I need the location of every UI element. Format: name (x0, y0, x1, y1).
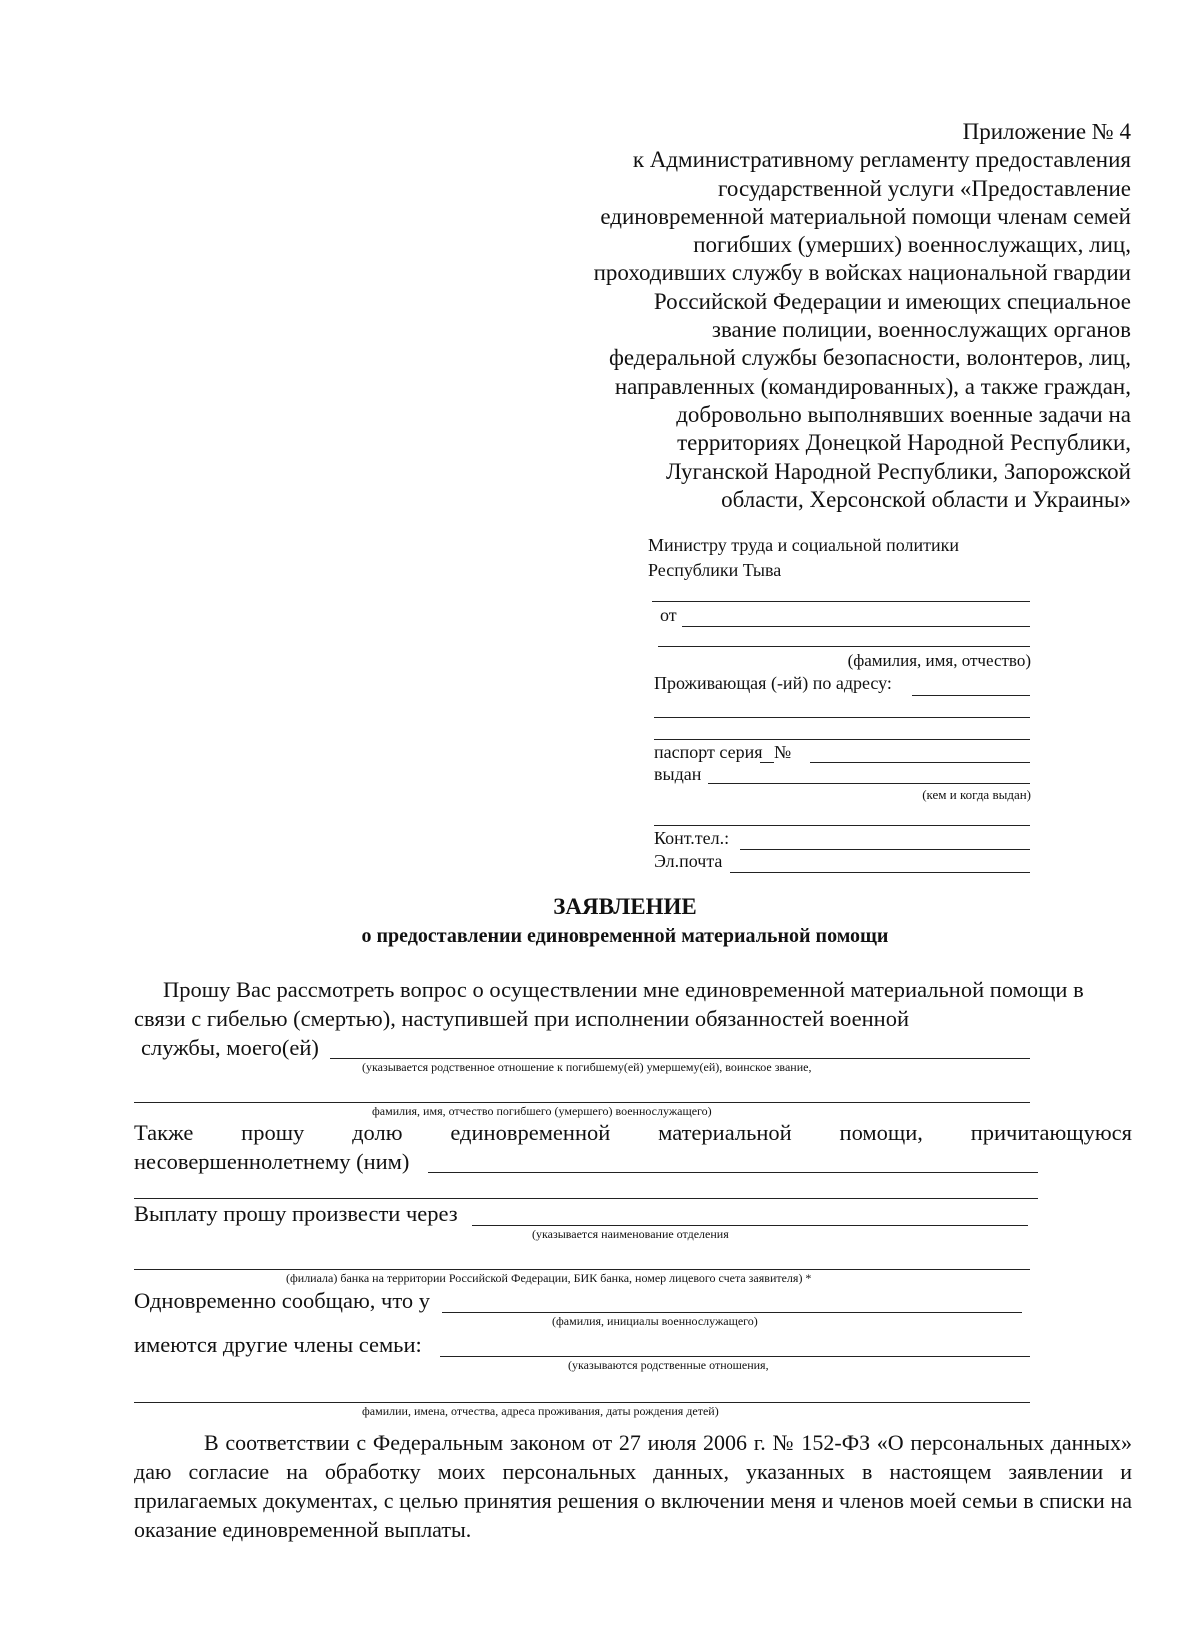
request-line-3: службы, моего(ей) (141, 1035, 319, 1060)
payment-label: Выплату прошу произвести через (134, 1201, 458, 1226)
appendix-line: территориях Донецкой Народной Республики, (677, 430, 1131, 456)
request-line-2: связи с гибелью (смертью), наступившей при исполнении обязанностей военной (134, 1006, 910, 1031)
family-field[interactable] (440, 1356, 1030, 1357)
also-word: единовременной (450, 1120, 611, 1145)
also-word: прошу (241, 1120, 305, 1145)
passport-series-label: паспорт серия (654, 742, 763, 762)
appendix-line: к Административному регламенту предоставления (632, 147, 1131, 173)
document-title: ЗАЯВЛЕНИЕ (553, 894, 697, 919)
relation-field[interactable] (330, 1058, 1030, 1059)
appendix-line: направленных (командированных), а также граждан, (614, 373, 1131, 399)
also-word: материальной (658, 1120, 792, 1145)
phone-field[interactable] (740, 849, 1030, 850)
passport-number-label: № (774, 742, 792, 762)
passport-series-field[interactable] (760, 762, 774, 763)
appendix-line: звание полиции, военнослужащих органов (711, 317, 1131, 343)
address-field[interactable] (912, 695, 1030, 696)
blank-line[interactable] (652, 601, 1030, 602)
address-field-line-2[interactable] (654, 717, 1030, 718)
relations-caption: (указываются родственные отношения, (568, 1358, 769, 1372)
payment-field[interactable] (472, 1225, 1028, 1226)
issued-caption: (кем и когда выдан) (922, 787, 1031, 802)
appendix-line: Приложение № 4 (962, 119, 1131, 144)
serviceman-caption: (фамилия, инициалы военнослужащего) (552, 1314, 758, 1328)
from-field-continued[interactable] (658, 646, 1030, 647)
email-label: Эл.почта (654, 851, 723, 871)
minor-label: несовершеннолетнему (ним) (134, 1149, 410, 1174)
deceased-fio-caption: фамилия, имя, отчество погибшего (умершего) военнослужащего) (372, 1104, 712, 1118)
phone-label: Конт.тел.: (654, 828, 730, 848)
appendix-header (594, 118, 1131, 514)
appendix-line: добровольно выполнявших военные задачи на (676, 401, 1131, 427)
appendix-line: области, Херсонской области и Украины» (721, 486, 1131, 512)
appendix-line: погибших (умерших) военнослужащих, лиц, (693, 232, 1131, 258)
appendix-line: проходивших службу в войсках национальной гвардии (593, 260, 1131, 286)
consent-paragraph (134, 1428, 1132, 1544)
issued-field[interactable] (708, 783, 1030, 784)
family-label: имеются другие члены семьи: (134, 1332, 422, 1357)
address-field-line-3[interactable] (654, 739, 1030, 740)
from-label: от (660, 605, 677, 625)
also-word: Также (134, 1120, 194, 1145)
fio-caption: (фамилия, имя, отчество) (847, 651, 1031, 670)
appendix-line: Российской Федерации и имеющих специальное (653, 288, 1131, 314)
issued-label: выдан (654, 764, 702, 784)
minor-field-line-2[interactable] (134, 1198, 1038, 1199)
also-request-line (134, 1120, 1132, 1146)
appendix-line: государственной услуги «Предоставление (718, 175, 1131, 201)
family-details-field[interactable] (134, 1402, 1030, 1403)
branch-caption: (указывается наименование отделения (532, 1227, 729, 1241)
relation-caption: (указывается родственное отношение к погибшему(ей) умершему(ей), воинское звание, (362, 1060, 812, 1074)
appendix-line: федеральной службы безопасности, волонтеров, лиц, (608, 345, 1131, 371)
document-subtitle: о предоставлении единовременной материальной помощи (361, 925, 889, 947)
appendix-line: единовременной материальной помощи членам семей (600, 203, 1131, 229)
also-word: причитающуюся (970, 1120, 1132, 1145)
family-details-caption: фамилии, имена, отчества, адреса проживания, даты рождения детей) (362, 1404, 719, 1418)
addressee-line-1: Министру труда и социальной политики (648, 535, 959, 555)
bank-caption: (филиала) банка на территории Российской Федерации, БИК банка, номер лицевого счета заявителя) * (286, 1271, 812, 1285)
deceased-fio-field[interactable] (134, 1102, 1030, 1103)
inform-label: Одновременно сообщаю, что у (134, 1288, 431, 1313)
email-field[interactable] (730, 872, 1030, 873)
also-word: долю (352, 1120, 403, 1145)
addressee-line-2: Республики Тыва (648, 560, 782, 580)
bank-details-field[interactable] (134, 1269, 1030, 1270)
minor-field[interactable] (428, 1172, 1038, 1173)
also-word: помощи, (839, 1120, 923, 1145)
address-label: Проживающая (-ий) по адресу: (654, 673, 892, 693)
appendix-line: Луганской Народной Республики, Запорожской (665, 458, 1131, 484)
passport-number-field[interactable] (810, 762, 1030, 763)
request-line-1: Прошу Вас рассмотреть вопрос о осуществлении мне единовременной материальной помощи в (163, 977, 1084, 1002)
issued-field-line-2[interactable] (654, 825, 1030, 826)
consent-text: В соответствии с Федеральным законом от 27 июля 2006 г. № 152-ФЗ «О персональных данных» даю согласие на обработку моих персональных данных, указанных в настоящем заявлении и прилагаемых документах, с целью принятия решения о включении меня и членов моей семьи в списки на оказание единовременной выплаты. (134, 1430, 1132, 1542)
from-field[interactable] (682, 626, 1030, 627)
serviceman-field[interactable] (442, 1312, 1022, 1313)
